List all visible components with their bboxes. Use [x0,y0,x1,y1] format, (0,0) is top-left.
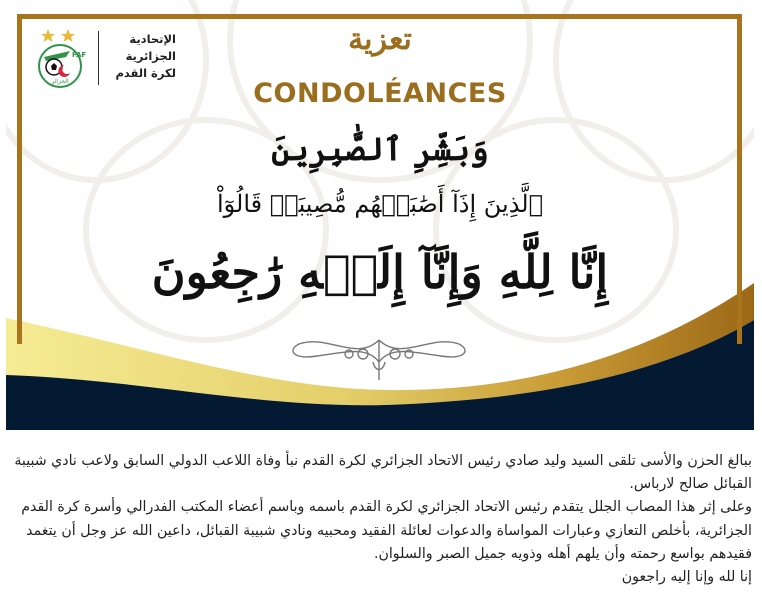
quran-verse-line-2: ٱلَّذِينَ إِذَآ أَصَٰبَتۡهُم مُّصِيبَةٞ قَالُوٓاْ [216,190,544,218]
title-french: CONDOLÉANCES [253,78,507,109]
condolence-article [8,450,752,589]
article-paragraph: ببالغ الحزن والأسى تلقى السيد وليد صادي رئيس الاتحاد الجزائري لكرة القدم نبأ وفاة اللاعب الدولي السابق ولاعب نادي شبيبة القبائل صالح لارباس. [14,453,752,493]
title-arabic: تعزية [348,22,412,57]
federation-name-line: الإتحادية [129,32,176,46]
article-closing: إنا لله وإنا إليه راجعون [621,569,752,586]
decorative-flourish-icon [287,332,471,384]
federation-name-line: الجزائرية [125,49,176,63]
quran-verse-line-1: وَبَشِّرِ ٱلصَّٰبِرِينَ [271,130,489,168]
emblem-text: الجزائر [51,78,69,85]
condolence-banner-image [6,0,754,430]
federation-name-line: لكرة القدم [115,66,176,80]
emblem-letters: FAF [72,51,87,59]
article-paragraph: وعلى إثر هذا المصاب الجلل يتقدم رئيس الاتحاد الجزائري لكرة القدم باسمه وباسم أعضاء المكتب الفدرالي وأسرة كرة القدم الجزائرية، بأخلص التعازي وعبارات المواساة والدعوات لعائلة الفقيد ومحبيه ونادي شبيبة القبائل، داعين الله عز وجل أن يتغمد فقيدهم بواسع رحمته وأن يلهم أهله وذويه جميل الصبر والسلوان. [21,499,752,562]
quran-verse-line-3: إِنَّا لِلَّهِ وَإِنَّآ إِلَيۡهِ رَٰجِعُونَ [151,245,609,299]
